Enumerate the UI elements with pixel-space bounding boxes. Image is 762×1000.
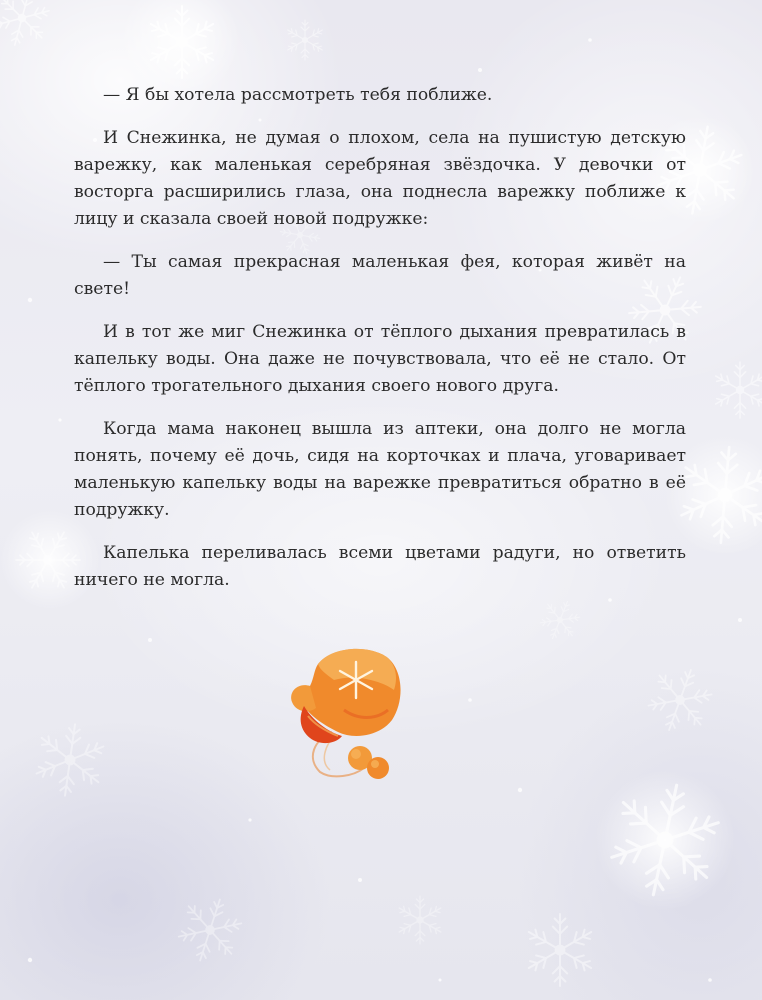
snowflake-icon: [713, 362, 762, 418]
snowflake-icon: [31, 720, 110, 801]
story-paragraph: И в тот же миг Снежинка от тёплого дыхания превратилась в капельку воды. Она даже не почувствовала, что её не стало. От тёплого трогательного дыхания своего нового друга.: [74, 322, 686, 396]
story-text: [74, 82, 686, 610]
snowflake-icon: [640, 659, 720, 740]
story-paragraph: Когда мама наконец вышла из аптеки, она долго не могла понять, почему её дочь, сидя на корточках и плача, уговаривает маленькую капельку воды на варежке превратиться обратно в её подружку.: [74, 419, 686, 520]
mitten-icon: [284, 640, 410, 782]
story-paragraph: — Я бы хотела рассмотреть тебя поближе.: [103, 85, 493, 105]
snowflake-icon: [286, 20, 325, 60]
story-paragraph: И Снежинка, не думая о плохом, села на пушистую детскую варежку, как маленькая серебряная звёздочка. У девочки от восторга расширились глаза, она поднесла варежку поближе к лицу и сказала своей новой подружке:: [74, 128, 686, 229]
story-paragraph: Капелька переливалась всеми цветами радуги, но ответить ничего не могла.: [74, 543, 686, 590]
snowflake-icon: [525, 914, 595, 986]
snowflake-icon: [0, 0, 55, 52]
snowflake-icon: [171, 890, 250, 970]
snowflake-icon: [397, 896, 443, 944]
story-paragraph: — Ты самая прекрасная маленькая фея, которая живёт на свете!: [74, 252, 686, 299]
